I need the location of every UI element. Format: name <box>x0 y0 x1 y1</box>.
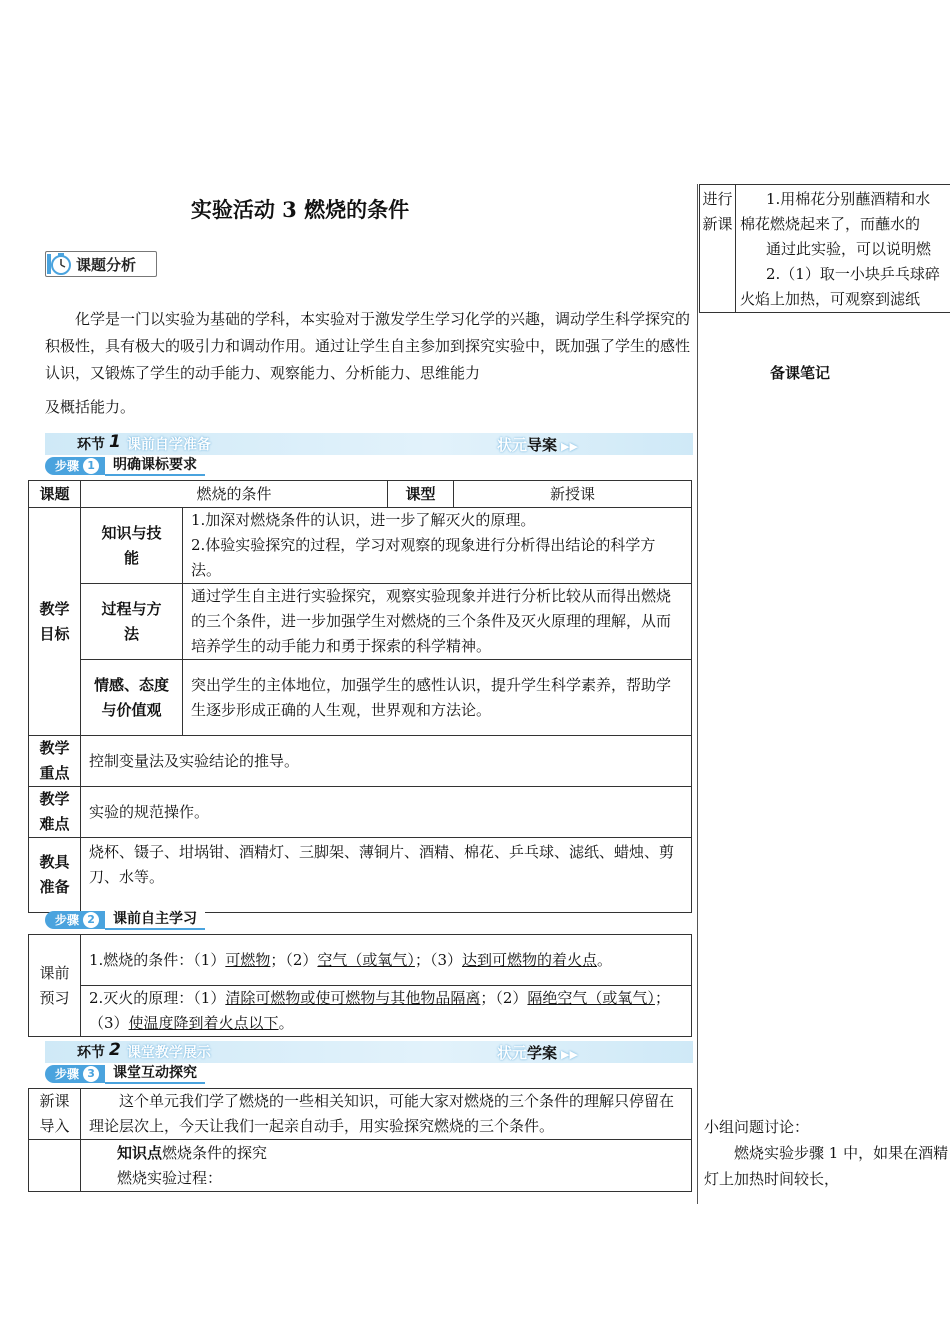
side-lesson-text: 1.用棉花分别蘸酒精和水 棉花燃烧起来了，而蘸水的 通过此实验，可以说明燃 2.（1）取一小块乒乓球碎 火焰上加热，可观察到滤纸 <box>736 185 950 313</box>
topic-label: 课题 <box>29 481 81 508</box>
banner-segment-label: 环节 <box>77 437 105 453</box>
topic-analysis-badge <box>45 251 157 277</box>
difficulty-label: 教学难点 <box>29 787 81 838</box>
banner-segment-label: 环节 <box>77 1045 105 1061</box>
classroom-table <box>28 1088 692 1192</box>
difficulty-text: 实验的规范操作。 <box>81 787 692 838</box>
empty-cell <box>29 1140 81 1192</box>
double-arrow-icon: ▶▶ <box>561 439 578 453</box>
badge-label: 课题分析 <box>76 255 137 274</box>
focus-label: 教学重点 <box>29 736 81 787</box>
banner-subtitle: 课堂教学展示 <box>126 1045 211 1061</box>
extinguishing-principles: 2.灭火的原理：（1）清除可燃物或使可燃物与其他物品隔离；（2）隔绝空气（或氧气）；（3）使温度降到着火点以下。 <box>81 986 692 1037</box>
topic-value: 燃烧的条件 <box>81 481 388 508</box>
combustion-conditions: 1.燃烧的条件：（1）可燃物；（2）空气（或氧气）；（3）达到可燃物的着火点。 <box>81 935 692 986</box>
step-pill: 步骤 1 <box>45 457 105 475</box>
knowledge-point: 知识点燃烧条件的探究 燃烧实验过程： <box>81 1140 692 1192</box>
step-3-header <box>45 1064 205 1084</box>
emotion-label: 情感、态度与价值观 <box>81 660 183 736</box>
goal-label: 教学目标 <box>29 508 81 736</box>
step-2-header <box>45 910 205 930</box>
step-label: 课堂互动探究 <box>105 1064 205 1084</box>
page-title: 实验活动 3 燃烧的条件 <box>190 197 410 222</box>
knowledge-label: 知识与技能 <box>81 508 183 584</box>
step-pill: 步骤 2 <box>45 911 105 929</box>
process-label: 过程与方法 <box>81 584 183 660</box>
intro-label: 新课导入 <box>29 1089 81 1140</box>
intro-paragraph-tail: 及概括能力。 <box>45 398 136 416</box>
intro-paragraph: 化学是一门以实验为基础的学科，本实验对于激发学生学习化学的兴趣，调动学生科学探究的积极性，具有极大的吸引力和调动作用。通过让学生自主参加到探究实验中，既加强了学生的感性认识，又锻炼了学生的动手能力、观察能力、分析能力、思维能力 <box>45 310 691 382</box>
new-lesson-label: 进行新课 <box>700 185 736 313</box>
banner-right-label: 状元学案 ▶▶ <box>497 1043 578 1062</box>
course-requirements-table <box>28 480 692 913</box>
group-discussion: 小组问题讨论： 燃烧实验步骤 1 中，如果在酒精灯上加热时间较长， <box>704 1118 949 1188</box>
preview-label: 课前预习 <box>29 935 81 1037</box>
preview-table <box>28 934 692 1037</box>
lesson-notes-title: 备课笔记 <box>770 364 831 382</box>
type-label: 课型 <box>388 481 454 508</box>
section-banner-2 <box>45 1041 693 1063</box>
process-text: 通过学生自主进行实验探究，观察实验现象并进行分析比较从而得出燃烧的三个条件，进一步加强学生对燃烧的三个条件及灭火原理的理解，从而培养学生的动手能力和勇于探索的科学精神。 <box>183 584 692 660</box>
banner-right-label: 状元导案 ▶▶ <box>497 435 578 454</box>
side-lesson-table <box>699 184 950 313</box>
tools-text: 烧杯、镊子、坩埚钳、酒精灯、三脚架、薄铜片、酒精、棉花、乒乓球、滤纸、蜡烛、剪刀、水等。 <box>81 838 692 913</box>
banner-number: 1 <box>109 432 121 452</box>
type-value: 新授课 <box>454 481 692 508</box>
double-arrow-icon: ▶▶ <box>561 1047 578 1061</box>
emotion-text: 突出学生的主体地位，加强学生的感性认识，提升学生科学素养，帮助学生逐步形成正确的人生观，世界观和方法论。 <box>183 660 692 736</box>
step-label: 明确课标要求 <box>105 456 205 476</box>
banner-subtitle: 课前自学准备 <box>126 437 211 453</box>
step-1-header <box>45 456 205 476</box>
step-pill: 步骤 3 <box>45 1065 105 1083</box>
section-banner-1 <box>45 433 693 455</box>
step-label: 课前自主学习 <box>105 910 205 930</box>
column-divider <box>697 184 698 1204</box>
clock-icon <box>46 251 72 277</box>
knowledge-text: 1.加深对燃烧条件的认识，进一步了解灭火的原理。 2.体验实验探究的过程，学习对观察的现象进行分析得出结论的科学方法。 <box>183 508 692 584</box>
focus-text: 控制变量法及实验结论的推导。 <box>81 736 692 787</box>
banner-number: 2 <box>109 1040 121 1060</box>
intro-text: 这个单元我们学了燃烧的一些相关知识，可能大家对燃烧的三个条件的理解只停留在理论层次上，今天让我们一起亲自动手，用实验探究燃烧的三个条件。 <box>81 1089 692 1140</box>
tools-label: 教具准备 <box>29 838 81 913</box>
